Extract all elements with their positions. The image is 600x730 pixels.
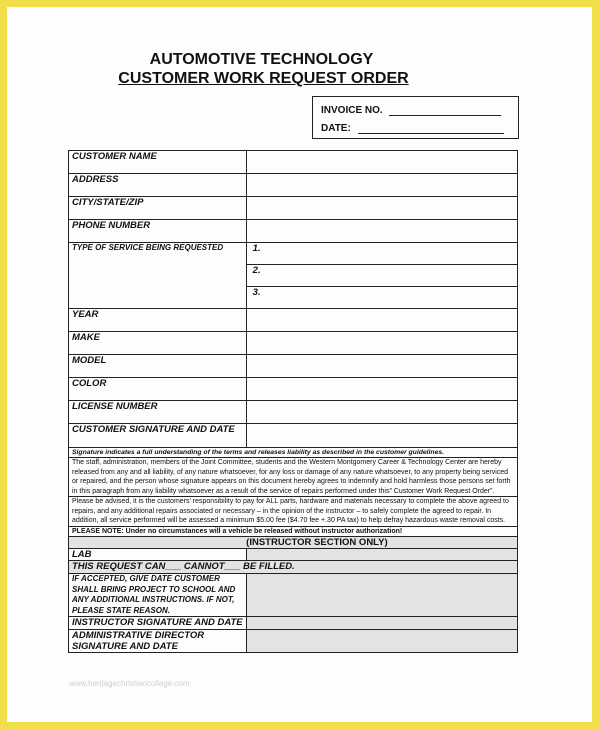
model-label: MODEL: [69, 355, 247, 378]
license-field[interactable]: [246, 401, 517, 424]
if-accepted-field[interactable]: [246, 574, 517, 617]
service-item-3[interactable]: 3.: [246, 287, 517, 309]
year-field[interactable]: [246, 309, 517, 332]
instructor-signature-field[interactable]: [246, 617, 517, 630]
payment-notice: Please be advised, it is the customers' responsibility to pay for ALL parts, hardware and materials necessary to complete the above agreed to repairs, and any additional repairs associated or necessary – in the opinion of the instructor – to safely complete the agreed to repair. In addition, all service performed will be assessed a minimum $5.00 fee ($4.70 fee +.30 PA tax) to help defray hazardous waste removal costs.: [69, 497, 518, 527]
invoice-box: [312, 96, 519, 139]
release-notice: The staff, administration, members of the Joint Committee, students and the Western Montgomery Career & Technology Center are hereby released from any and all liability, of any nature whatsoever, for any loss or damage of any nature whatsoever, to any property being serviced or repaired, and the person whose signature appears on this document hereby agrees to indemnify and hold harmless those persons set forth in this paragraph from any liability whatsoever as a result of the service of repairs performed under this” Customer Work Request Order”.: [69, 458, 518, 497]
date-field[interactable]: [358, 124, 504, 134]
city-state-zip-field[interactable]: [246, 197, 517, 220]
footer-watermark: www.heritagechristiancollege.com: [69, 679, 190, 688]
work-request-table: [68, 150, 518, 653]
date-row: [321, 123, 504, 134]
service-type-label: TYPE OF SERVICE BEING REQUESTED: [69, 243, 247, 309]
make-label: MAKE: [69, 332, 247, 355]
invoice-label: INVOICE NO.: [321, 105, 383, 116]
signature-date-label: CUSTOMER SIGNATURE AND DATE: [69, 424, 247, 448]
address-label: ADDRESS: [69, 174, 247, 197]
invoice-field[interactable]: [389, 106, 501, 116]
customer-name-field[interactable]: [246, 151, 517, 174]
address-field[interactable]: [246, 174, 517, 197]
instructor-section-left: [69, 537, 247, 549]
invoice-row: [321, 105, 501, 116]
color-field[interactable]: [246, 378, 517, 401]
instructor-section-title: (INSTRUCTOR SECTION ONLY): [246, 537, 517, 549]
admin-director-label: ADMINISTRATIVE DIRECTOR SIGNATURE AND DATE: [69, 630, 247, 653]
lab-field[interactable]: [246, 549, 517, 561]
date-label: DATE:: [321, 123, 351, 134]
service-item-1[interactable]: 1.: [246, 243, 517, 265]
model-field[interactable]: [246, 355, 517, 378]
admin-director-field[interactable]: [246, 630, 517, 653]
please-note: PLEASE NOTE: Under no circumstances will a vehicle be released without instructor authorization!: [69, 526, 518, 537]
phone-field[interactable]: [246, 220, 517, 243]
make-field[interactable]: [246, 332, 517, 355]
customer-name-label: CUSTOMER NAME: [69, 151, 247, 174]
service-item-2[interactable]: 2.: [246, 265, 517, 287]
title-line-2: CUSTOMER WORK REQUEST ORDER: [118, 70, 409, 87]
document-page: [7, 7, 592, 722]
lab-label: LAB: [69, 549, 247, 561]
title-line-1: AUTOMOTIVE TECHNOLOGY: [149, 51, 374, 68]
if-accepted-label: IF ACCEPTED, GIVE DATE CUSTOMER SHALL BRING PROJECT TO SCHOOL AND ANY ADDITIONAL INSTRUCTIONS. IF NOT, PLEASE STATE REASON.: [69, 574, 247, 617]
year-label: YEAR: [69, 309, 247, 332]
city-state-zip-label: CITY/STATE/ZIP: [69, 197, 247, 220]
instructor-signature-label: INSTRUCTOR SIGNATURE AND DATE: [69, 617, 247, 630]
signature-date-field[interactable]: [246, 424, 517, 448]
phone-label: PHONE NUMBER: [69, 220, 247, 243]
color-label: COLOR: [69, 378, 247, 401]
signature-note: Signature indicates a full understanding of the terms and releases liability as described in the customer guidelines.: [69, 448, 518, 458]
can-cannot-line: THIS REQUEST CAN___ CANNOT___ BE FILLED.: [69, 561, 518, 574]
license-label: LICENSE NUMBER: [69, 401, 247, 424]
